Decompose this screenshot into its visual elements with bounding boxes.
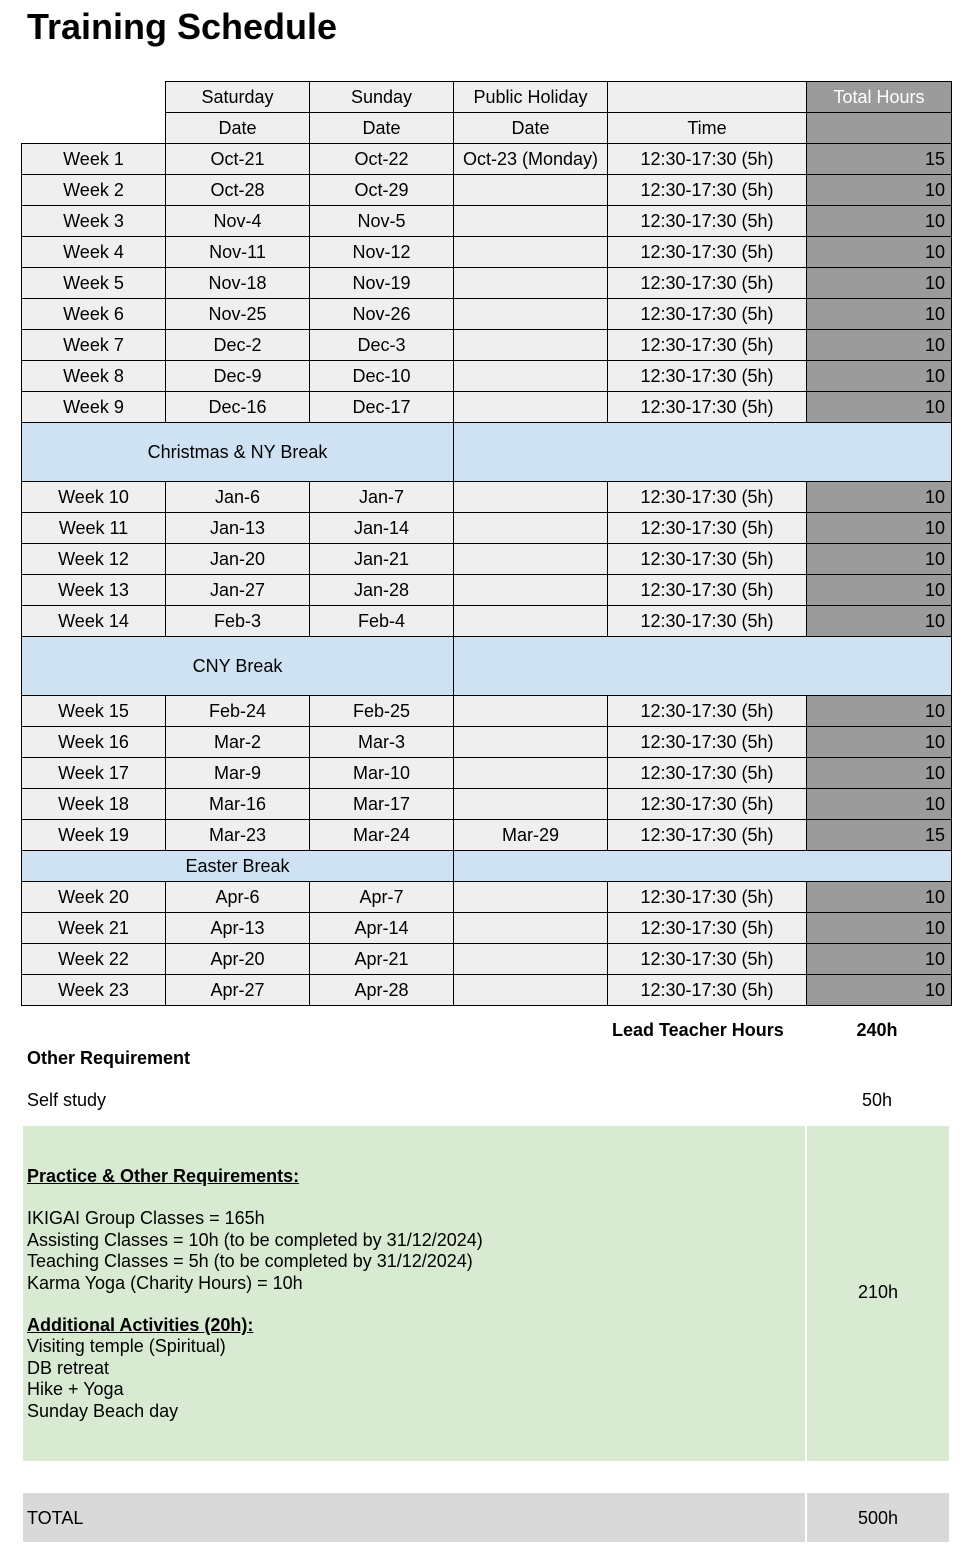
week-cell: Week 1 (22, 144, 166, 175)
other-requirement-title: Other Requirement (27, 1048, 191, 1068)
time-cell: 12:30-17:30 (5h) (608, 544, 807, 575)
saturday-date-cell: Jan-27 (166, 575, 310, 606)
sunday-date-cell: Oct-22 (310, 144, 454, 175)
sunday-date-cell: Nov-19 (310, 268, 454, 299)
time-cell: 12:30-17:30 (5h) (608, 975, 807, 1006)
saturday-date-cell: Mar-9 (166, 758, 310, 789)
table-row (22, 696, 952, 727)
holiday-date-cell (454, 727, 608, 758)
saturday-date-cell: Dec-2 (166, 330, 310, 361)
week-cell: Week 11 (22, 513, 166, 544)
holiday-date-cell (454, 913, 608, 944)
saturday-date-cell: Jan-20 (166, 544, 310, 575)
header-public-holiday: Public Holiday (454, 82, 608, 113)
practice-requirements-box (23, 1126, 949, 1461)
corner-cell-lower (22, 113, 166, 144)
sunday-date-cell: Oct-29 (310, 175, 454, 206)
week-cell: Week 15 (22, 696, 166, 727)
table-row (22, 513, 952, 544)
time-cell: 12:30-17:30 (5h) (608, 268, 807, 299)
total-hours-cell: 10 (807, 882, 952, 913)
table-row (22, 361, 952, 392)
sunday-date-cell: Jan-28 (310, 575, 454, 606)
saturday-date-cell: Mar-23 (166, 820, 310, 851)
week-cell: Week 7 (22, 330, 166, 361)
break-blank (454, 423, 952, 482)
table-row (22, 882, 952, 913)
time-cell: 12:30-17:30 (5h) (608, 758, 807, 789)
week-cell: Week 20 (22, 882, 166, 913)
holiday-date-cell (454, 606, 608, 637)
table-row (22, 544, 952, 575)
time-cell: 12:30-17:30 (5h) (608, 144, 807, 175)
week-cell: Week 14 (22, 606, 166, 637)
total-hours-cell: 10 (807, 482, 952, 513)
table-row (22, 299, 952, 330)
week-cell: Week 4 (22, 237, 166, 268)
total-hours-cell: 15 (807, 144, 952, 175)
week-cell: Week 2 (22, 175, 166, 206)
header-time: Time (608, 113, 807, 144)
total-hours-cell: 10 (807, 268, 952, 299)
week-cell: Week 13 (22, 575, 166, 606)
saturday-date-cell: Apr-6 (166, 882, 310, 913)
holiday-date-cell (454, 330, 608, 361)
total-hours-cell: 10 (807, 606, 952, 637)
table-row (22, 392, 952, 423)
sunday-date-cell: Feb-25 (310, 696, 454, 727)
saturday-date-cell: Mar-2 (166, 727, 310, 758)
table-row (22, 175, 952, 206)
week-cell: Week 16 (22, 727, 166, 758)
saturday-date-cell: Apr-13 (166, 913, 310, 944)
header-total-hours: Total Hours (807, 82, 952, 113)
holiday-date-cell (454, 975, 608, 1006)
total-hours-cell: 15 (807, 820, 952, 851)
table-row (22, 268, 952, 299)
total-hours-cell: 10 (807, 299, 952, 330)
time-cell: 12:30-17:30 (5h) (608, 482, 807, 513)
saturday-date-cell: Nov-11 (166, 237, 310, 268)
week-cell: Week 6 (22, 299, 166, 330)
activity-line: Hike + Yoga (27, 1379, 124, 1400)
sunday-date-cell: Dec-10 (310, 361, 454, 392)
saturday-date-cell: Dec-9 (166, 361, 310, 392)
header-total-blank (807, 113, 952, 144)
saturday-date-cell: Oct-28 (166, 175, 310, 206)
saturday-date-cell: Nov-18 (166, 268, 310, 299)
self-study-label: Self study (27, 1090, 107, 1110)
table-row (22, 789, 952, 820)
holiday-date-cell (454, 696, 608, 727)
holiday-date-cell (454, 482, 608, 513)
sunday-date-cell: Apr-28 (310, 975, 454, 1006)
saturday-date-cell: Jan-13 (166, 513, 310, 544)
week-cell: Week 21 (22, 913, 166, 944)
holiday-date-cell (454, 944, 608, 975)
sunday-date-cell: Mar-17 (310, 789, 454, 820)
time-cell: 12:30-17:30 (5h) (608, 299, 807, 330)
saturday-date-cell: Mar-16 (166, 789, 310, 820)
sunday-date-cell: Jan-14 (310, 513, 454, 544)
time-cell: 12:30-17:30 (5h) (608, 361, 807, 392)
saturday-date-cell: Apr-20 (166, 944, 310, 975)
lead-teacher-hours-value: 240h (856, 1020, 898, 1040)
saturday-date-cell: Apr-27 (166, 975, 310, 1006)
sunday-date-cell: Nov-26 (310, 299, 454, 330)
activity-line: Visiting temple (Spiritual) (27, 1336, 226, 1357)
table-row (22, 206, 952, 237)
requirement-line: Teaching Classes = 5h (to be completed by 31/12/2024) (27, 1251, 473, 1272)
saturday-date-cell: Nov-25 (166, 299, 310, 330)
saturday-date-cell: Nov-4 (166, 206, 310, 237)
break-row (22, 637, 952, 696)
table-row (22, 606, 952, 637)
time-cell: 12:30-17:30 (5h) (608, 513, 807, 544)
sunday-date-cell: Apr-14 (310, 913, 454, 944)
header-saturday-date: Date (166, 113, 310, 144)
break-blank (454, 637, 952, 696)
break-label: CNY Break (22, 637, 454, 696)
saturday-date-cell: Jan-6 (166, 482, 310, 513)
header-time-top (608, 82, 807, 113)
total-hours-cell: 10 (807, 237, 952, 268)
holiday-date-cell (454, 789, 608, 820)
total-hours-cell: 10 (807, 975, 952, 1006)
holiday-date-cell (454, 513, 608, 544)
table-row (22, 575, 952, 606)
holiday-date-cell (454, 175, 608, 206)
table-row (22, 237, 952, 268)
week-cell: Week 17 (22, 758, 166, 789)
activity-line: DB retreat (27, 1357, 110, 1378)
total-hours-cell: 10 (807, 330, 952, 361)
sunday-date-cell: Mar-10 (310, 758, 454, 789)
table-row (22, 975, 952, 1006)
time-cell: 12:30-17:30 (5h) (608, 820, 807, 851)
time-cell: 12:30-17:30 (5h) (608, 237, 807, 268)
time-cell: 12:30-17:30 (5h) (608, 392, 807, 423)
holiday-date-cell (454, 575, 608, 606)
practice-heading: Practice & Other Requirements: (27, 1166, 300, 1186)
sunday-date-cell: Dec-3 (310, 330, 454, 361)
table-row (22, 482, 952, 513)
total-hours-cell: 10 (807, 758, 952, 789)
table-row (22, 944, 952, 975)
page-title: Training Schedule (27, 6, 338, 47)
break-row (22, 851, 952, 882)
total-hours-cell: 10 (807, 944, 952, 975)
sunday-date-cell: Apr-21 (310, 944, 454, 975)
total-hours-cell: 10 (807, 789, 952, 820)
holiday-date-cell (454, 544, 608, 575)
holiday-date-cell (454, 206, 608, 237)
time-cell: 12:30-17:30 (5h) (608, 696, 807, 727)
week-cell: Week 23 (22, 975, 166, 1006)
holiday-date-cell: Mar-29 (454, 820, 608, 851)
sunday-date-cell: Nov-5 (310, 206, 454, 237)
total-value: 500h (857, 1508, 899, 1528)
requirement-line: Karma Yoga (Charity Hours) = 10h (27, 1272, 303, 1293)
total-hours-cell: 10 (807, 727, 952, 758)
table-row (22, 330, 952, 361)
header-row-labels (22, 113, 952, 144)
time-cell: 12:30-17:30 (5h) (608, 206, 807, 237)
sunday-date-cell: Nov-12 (310, 237, 454, 268)
total-hours-cell: 10 (807, 175, 952, 206)
total-hours-cell: 10 (807, 913, 952, 944)
activity-line: Sunday Beach day (27, 1400, 179, 1421)
total-hours-cell: 10 (807, 392, 952, 423)
break-label: Christmas & NY Break (22, 423, 454, 482)
week-cell: Week 10 (22, 482, 166, 513)
time-cell: 12:30-17:30 (5h) (608, 727, 807, 758)
table-row (22, 727, 952, 758)
sunday-date-cell: Jan-7 (310, 482, 454, 513)
time-cell: 12:30-17:30 (5h) (608, 913, 807, 944)
time-cell: 12:30-17:30 (5h) (608, 175, 807, 206)
total-row (23, 1493, 949, 1542)
week-cell: Week 12 (22, 544, 166, 575)
week-cell: Week 9 (22, 392, 166, 423)
break-blank (454, 851, 952, 882)
holiday-date-cell: Oct-23 (Monday) (454, 144, 608, 175)
total-hours-cell: 10 (807, 544, 952, 575)
sunday-date-cell: Apr-7 (310, 882, 454, 913)
practice-requirements-content (27, 1166, 797, 1422)
week-cell: Week 19 (22, 820, 166, 851)
table-row (22, 758, 952, 789)
week-cell: Week 18 (22, 789, 166, 820)
week-cell: Week 8 (22, 361, 166, 392)
saturday-date-cell: Dec-16 (166, 392, 310, 423)
holiday-date-cell (454, 392, 608, 423)
holiday-date-cell (454, 237, 608, 268)
holiday-date-cell (454, 361, 608, 392)
sunday-date-cell: Feb-4 (310, 606, 454, 637)
saturday-date-cell: Feb-3 (166, 606, 310, 637)
self-study-value: 50h (861, 1090, 893, 1110)
time-cell: 12:30-17:30 (5h) (608, 575, 807, 606)
holiday-date-cell (454, 299, 608, 330)
saturday-date-cell: Feb-24 (166, 696, 310, 727)
week-cell: Week 5 (22, 268, 166, 299)
sunday-date-cell: Jan-21 (310, 544, 454, 575)
requirement-line: Assisting Classes = 10h (to be completed by 31/12/2024) (27, 1229, 483, 1250)
table-row (22, 820, 952, 851)
week-cell: Week 3 (22, 206, 166, 237)
header-row-days (22, 82, 952, 113)
time-cell: 12:30-17:30 (5h) (608, 330, 807, 361)
header-sunday-date: Date (310, 113, 454, 144)
additional-activities-heading: Additional Activities (20h): (27, 1315, 254, 1336)
header-saturday: Saturday (166, 82, 310, 113)
sunday-date-cell: Mar-3 (310, 727, 454, 758)
total-hours-cell: 10 (807, 575, 952, 606)
header-holiday-date: Date (454, 113, 608, 144)
total-hours-cell: 10 (807, 696, 952, 727)
schedule-table (21, 81, 952, 1006)
holiday-date-cell (454, 758, 608, 789)
corner-cell (22, 82, 166, 113)
week-cell: Week 22 (22, 944, 166, 975)
practice-hours-value: 210h (857, 1282, 899, 1302)
header-sunday: Sunday (310, 82, 454, 113)
sunday-date-cell: Dec-17 (310, 392, 454, 423)
total-hours-cell: 10 (807, 361, 952, 392)
saturday-date-cell: Oct-21 (166, 144, 310, 175)
total-hours-cell: 10 (807, 513, 952, 544)
table-row (22, 913, 952, 944)
lead-teacher-hours-label: Lead Teacher Hours (612, 1020, 784, 1040)
table-row (22, 144, 952, 175)
total-hours-cell: 10 (807, 206, 952, 237)
time-cell: 12:30-17:30 (5h) (608, 882, 807, 913)
time-cell: 12:30-17:30 (5h) (608, 606, 807, 637)
total-label: TOTAL (27, 1508, 84, 1528)
requirement-line: IKIGAI Group Classes = 165h (27, 1208, 265, 1229)
holiday-date-cell (454, 882, 608, 913)
sunday-date-cell: Mar-24 (310, 820, 454, 851)
break-label: Easter Break (22, 851, 454, 882)
holiday-date-cell (454, 268, 608, 299)
break-row (22, 423, 952, 482)
time-cell: 12:30-17:30 (5h) (608, 944, 807, 975)
time-cell: 12:30-17:30 (5h) (608, 789, 807, 820)
